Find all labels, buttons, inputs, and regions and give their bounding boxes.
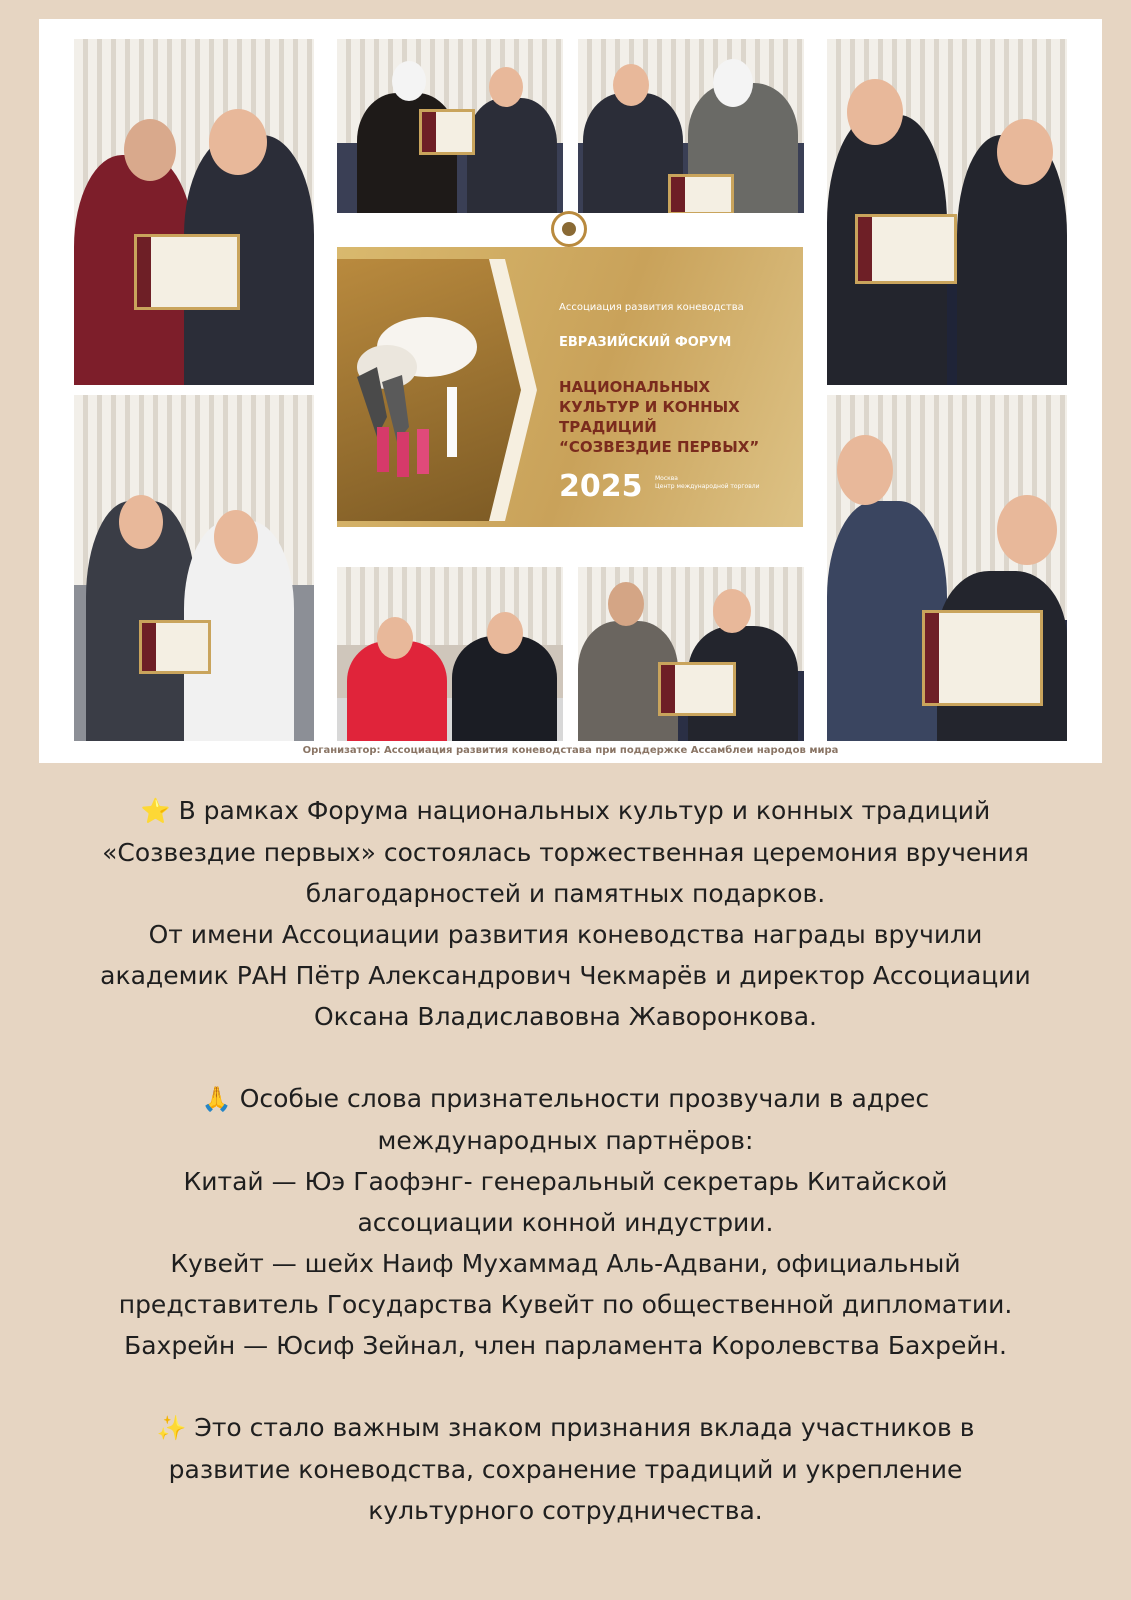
paragraph-ceremony: ⭐ В рамках Форума национальных культур и конных традиций «Созвездие первых» состоялась торжественная церемония вручения благодарностей и памятных подарков. От имени Ассоциации развития коневодства награды вручили академик РАН Пётр Александрович Чекмарёв и директор Ассоциации Оксана Владиславовна Жаворонкова. <box>100 796 1031 1031</box>
organizer-caption: Организатор: Ассоциация развития коневодстава при поддержке Ассамблеи народов мира <box>302 745 839 756</box>
banner-year: 2025 <box>559 469 643 504</box>
paragraph-conclusion: ✨ Это стало важным знаком признания вклада участников в развитие коневодства, сохранение традиций и укрепление культурного сотрудничества. <box>156 1413 975 1525</box>
banner-association: Ассоциация развития коневодства <box>559 302 744 313</box>
banner-title: НАЦИОНАЛЬНЫХ КУЛЬТУР И КОННЫХ ТРАДИЦИЙ “СОЗВЕЗДИЕ ПЕРВЫХ” <box>559 378 760 456</box>
performers-illustration-icon <box>347 307 477 487</box>
photo-handshake-kuwait <box>578 39 804 213</box>
banner-forum-label: ЕВРАЗИЙСКИЙ ФОРУМ <box>559 335 732 350</box>
folded-hands-icon: 🙏 <box>201 1085 232 1113</box>
photo-signing-table <box>337 567 563 741</box>
sparkles-icon: ✨ <box>156 1414 187 1442</box>
photo-award-sheikh-bahrain <box>337 39 563 213</box>
paragraph-partners: 🙏 Особые слова признательности прозвучали в адрес международных партнёров: Китай — Юэ Гаофэнг- генеральный секретарь Китайской ассоциации конной индустрии. Кувейт — шейх Наиф Мухаммад Аль-Адвани, официальный представитель Государства Кувейт по общественной дипломатии. Бахрейн — Юсиф Зейнал, член парламента Королевства Бахрейн. <box>118 1084 1013 1360</box>
photo-award-men-certificate <box>827 39 1067 385</box>
photo-award-man-glasses <box>827 395 1067 741</box>
article-body <box>40 790 1091 1531</box>
forum-banner <box>337 247 803 527</box>
association-emblem-icon <box>551 211 587 247</box>
photo-award-young-woman <box>578 567 804 741</box>
banner-location: Москва Центр международной торговли <box>655 475 760 490</box>
photo-award-man-woman-white <box>74 395 314 741</box>
photo-award-woman-red-jacket <box>74 39 314 385</box>
star-icon: ⭐ <box>140 797 171 825</box>
